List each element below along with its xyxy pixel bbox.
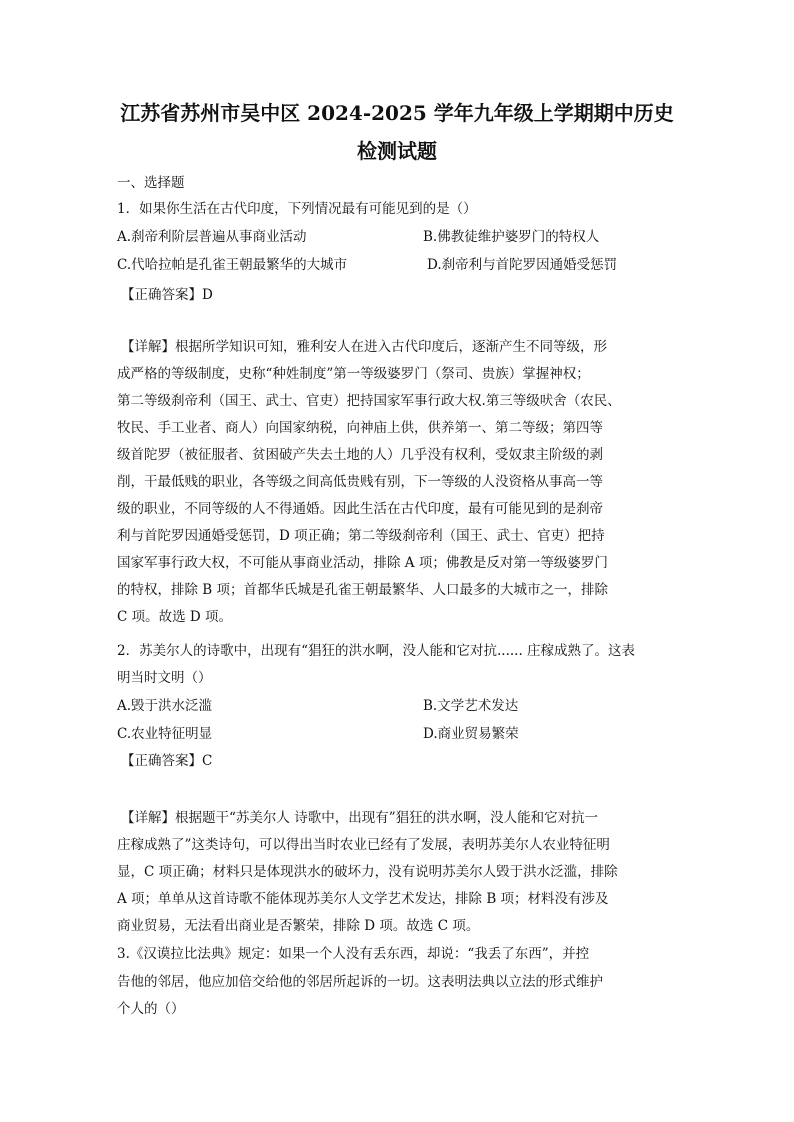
q2-option-a: A.毁于洪水泛滥 — [117, 698, 213, 714]
q1-explain-line: 【详解】根据所学知识可知，雅利安人在进入古代印度后，逐渐产生不同等级，形 — [121, 339, 607, 355]
q2-explain-line: 庄稼成熟了”这类诗句，可以得出当时农业已经有了发展，表明苏美尔人农业特征明 — [117, 837, 610, 853]
document-title-line2: 检测试题 — [357, 139, 437, 163]
q1-option-d: D.刹帝利与首陀罗因通婚受惩罚 — [427, 257, 618, 273]
q2-explain-line: 显，C 项正确；材料只是体现洪水的破坏力，没有说明苏美尔人毁于洪水泛滥，排除 — [117, 864, 618, 880]
q3-stem: 3.《汉谟拉比法典》规定：如果一个人没有丢东西，却说：“我丢了东西”，并控 — [117, 946, 590, 962]
q3-stem-continued: 个人的（） — [117, 1001, 185, 1017]
q1-option-a: A.刹帝利阶层普遍从事商业活动 — [117, 229, 307, 245]
q1-explain-line: 国家军事行政大权，不可能从事商业活动，排除 A 项；佛教是反对第一等级婆罗门 — [117, 555, 608, 571]
q1-explain-line: 级首陀罗（被征服者、贫困破产失去土地的人）几乎没有权利，受奴隶主阶级的剥 — [117, 447, 603, 463]
q2-stem-continued: 明当时文明（） — [117, 670, 212, 686]
q2-option-d: D.商业贸易繁荣 — [423, 726, 519, 742]
q1-explain-line: 的特权，排除 B 项；首都华氏城是孔雀王朝最繁华、人口最多的大城市之一，排除 — [117, 582, 609, 598]
q1-explain-line: 成严格的等级制度，史称“种姓制度”第一等级婆罗门（祭司、贵族）掌握神权； — [117, 366, 590, 382]
q3-stem-continued: 告他的邻居，他应加倍交给他的邻居所起诉的一切。这表明法典以立法的形式维护 — [117, 974, 603, 990]
q1-explain-line: 利与首陀罗因通婚受惩罚，D 项正确；第二等级刹帝利（国王、武士、官吏）把持 — [117, 528, 605, 544]
q1-explain-line: 牧民、手工业者、商人）向国家纳税，向神庙上供，供养第一、第二等级；第四等 — [117, 420, 603, 436]
q1-option-c: C.代哈拉帕是孔雀王朝最繁华的大城市 — [117, 257, 348, 273]
q1-option-b: B.佛教徒维护婆罗门的特权人 — [423, 229, 600, 245]
q1-answer: 【正确答案】D — [121, 287, 213, 303]
q2-explain-line: 商业贸易，无法看出商业是否繁荣，排除 D 项。故选 C 项。 — [117, 918, 480, 934]
q1-stem: 1．如果你生活在古代印度，下列情况最有可能见到的是（） — [117, 201, 477, 217]
q2-explain-line: A 项；单单从这首诗歌不能体现苏美尔人文学艺术发达，排除 B 项；材料没有涉及 — [117, 891, 609, 907]
q2-explain-line: 【详解】根据题干“苏美尔人 诗歌中，出现有”猖狂的洪水啊，没人能和它对抗一 — [121, 810, 599, 826]
q2-stem: 2．苏美尔人的诗歌中，出现有“猖狂的洪水啊，没人能和它对抗...... 庄稼成熟了。这表 — [117, 643, 636, 659]
q2-option-b: B.文学艺术发达 — [423, 698, 519, 714]
q2-option-c: C.农业特征明显 — [117, 726, 213, 742]
q1-explain-line: 削，干最低贱的职业，各等级之间高低贵贱有别，下一等级的人没资格从事高一等 — [117, 474, 603, 490]
q1-explain-line: C 项。故选 D 项。 — [117, 609, 233, 625]
document-title-line1: 江苏省苏州市吴中区 2024-2025 学年九年级上学期期中历史 — [120, 101, 674, 125]
q2-answer: 【正确答案】C — [121, 753, 213, 769]
section-heading: 一、选择题 — [117, 175, 185, 191]
q1-explain-line: 级的职业，不同等级的人不得通婚。因此生活在古代印度，最有可能见到的是刹帝 — [117, 501, 603, 517]
q1-explain-line: 第二等级刹帝利（国王、武士、官吏）把持国家军事行政大权.第三等级吠舍（农民、 — [117, 393, 621, 409]
